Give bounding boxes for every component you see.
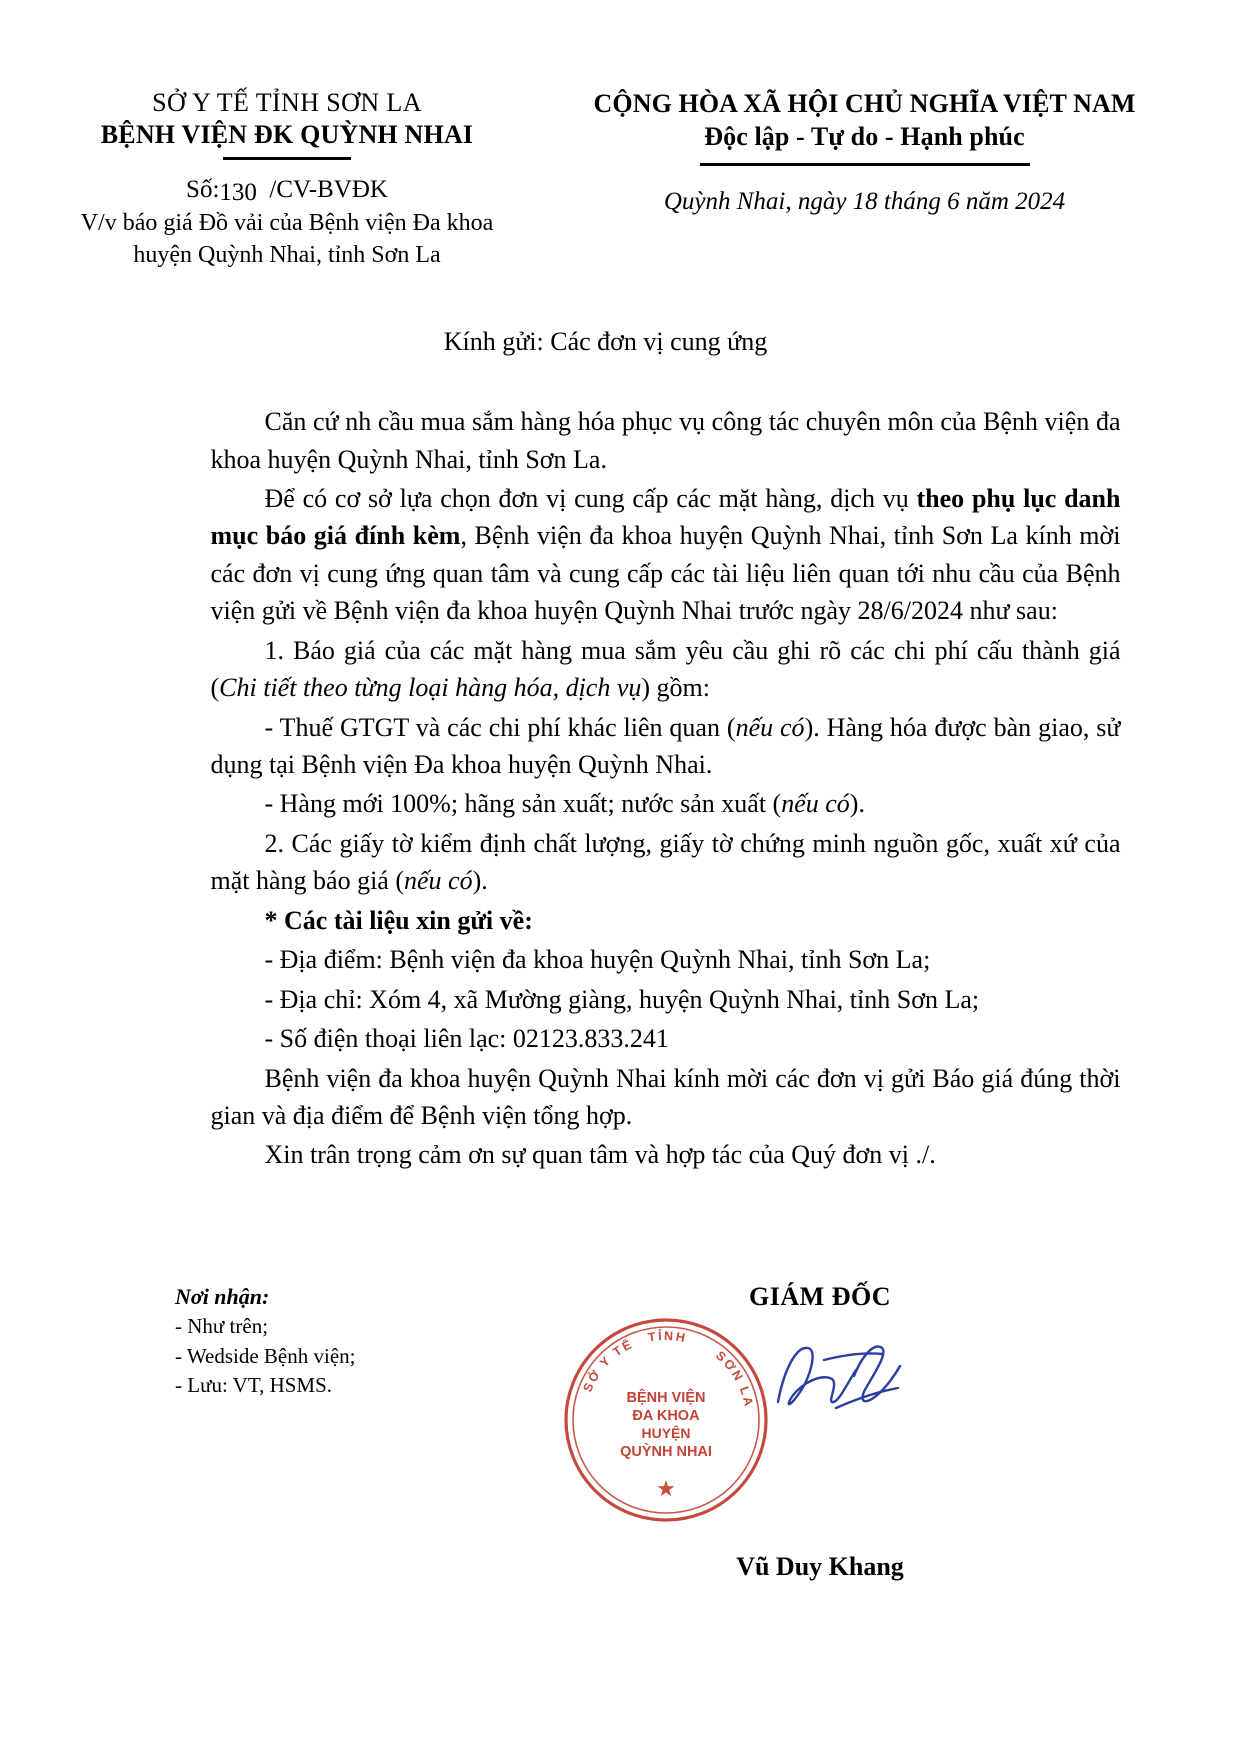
svg-text:SỞ Y TẾ: SỞ Y TẾ (580, 1336, 636, 1395)
paragraph-closing-invite: Bệnh viện đa khoa huyện Quỳnh Nhai kính mời các đơn vị gửi Báo giá đúng thời gian và địa điểm để Bệnh viện tổng hợp. (210, 1063, 1121, 1130)
paragraph-phone: - Số điện thoại liên lạc: 02123.833.241 (264, 1024, 669, 1054)
svg-text:SƠN LA: SƠN LA (713, 1348, 757, 1410)
recipient-line: Kính gửi: Các đơn vị cung ứng (443, 327, 768, 357)
paragraph-tax-part2: ). Hàng hóa được bàn giao, sử dụng tại Bệnh viện Đa khoa huyện Quỳnh Nhai. (210, 712, 1121, 780)
paragraph-tax (211, 709, 1121, 784)
svg-text:ĐA KHOA: ĐA KHOA (632, 1408, 700, 1424)
paragraph-invitation (211, 480, 1121, 630)
paragraph-invitation-part1: Để có cơ sở lựa chọn đơn vị cung cấp các mặt hàng, dịch vụ (264, 483, 917, 513)
paragraph-item-2-part1: 2. Các giấy tờ kiểm định chất lượng, giấy tờ chứng minh nguồn gốc, xuất xứ của mặt hàng báo giá ( (210, 828, 1121, 896)
paragraph-item-2 (211, 825, 1121, 900)
svg-text:QUỲNH NHAI: QUỲNH NHAI (620, 1444, 712, 1460)
svg-text:★: ★ (656, 1477, 676, 1502)
subject-line-1: V/v báo giá Đồ vải của Bệnh viện Đa khoa (80, 209, 494, 236)
document-number-prefix: Số: (186, 176, 220, 204)
svg-text:BỆNH VIỆN: BỆNH VIỆN (626, 1390, 706, 1406)
signature-block (640, 1282, 1000, 1312)
paragraph-item-1-part1: 1. Báo giá của các mặt hàng mua sắm yêu cầu ghi rõ các chi phí cấu thành giá ( (210, 635, 1121, 703)
national-heading-block (522, 88, 1241, 271)
recipient-item: - Wedside Bệnh viện; (175, 1343, 356, 1368)
document-body (121, 403, 1121, 1174)
paragraph-send-to-heading (211, 902, 1121, 939)
header-divider-right (700, 163, 1030, 166)
national-title: CỘNG HÒA XÃ HỘI CHỦ NGHĨA VIỆT NAM (593, 89, 1136, 118)
recipient-item: - Như trên; (175, 1313, 269, 1338)
paragraph-item-2-italic: nếu có (404, 866, 473, 896)
paragraph-invitation-bold: theo phụ lục danh mục báo giá đính kèm (210, 483, 1121, 551)
paragraph-new-goods-part2: ). (849, 789, 865, 819)
signer-name: Vũ Duy Khang (736, 1552, 904, 1581)
document-number-value: 130 (219, 179, 257, 207)
document-header (0, 0, 1241, 271)
paragraph-item-1-part2: ) gồm: (641, 673, 710, 703)
handwritten-signature (770, 1330, 910, 1440)
paragraph-new-goods-part1: - Hàng mới 100%; hãng sản xuất; nước sản xuất ( (264, 789, 782, 819)
paragraph-item-2-part2: ). (472, 866, 488, 896)
paragraph-location: - Địa điểm: Bệnh viện đa khoa huyện Quỳnh Nhai, tỉnh Sơn La; (264, 945, 931, 975)
department-name: SỞ Y TẾ TỈNH SƠN LA (152, 88, 422, 117)
place-and-date: Quỳnh Nhai, ngày 18 tháng 6 năm 2024 (663, 188, 1066, 216)
document-number-line (52, 174, 522, 205)
organization-name: BỆNH VIỆN ĐK QUỲNH NHAI (100, 119, 474, 149)
paragraph-item-1-italic: Chi tiết theo từng loại hàng hóa, dịch vụ (219, 673, 642, 703)
document-number-suffix: /CV-BVĐK (269, 176, 388, 204)
paragraph-new-goods-italic: nếu có (781, 789, 850, 819)
national-motto: Độc lập - Tự do - Hạnh phúc (704, 122, 1025, 152)
subject-line-2: huyện Quỳnh Nhai, tỉnh Sơn La (133, 242, 441, 269)
paragraph-basis: Căn cứ nh cầu mua sắm hàng hóa phục vụ công tác chuyên môn của Bệnh viện đa khoa huyện Quỳnh Nhai, tỉnh Sơn La. (210, 407, 1121, 474)
signer-role: GIÁM ĐỐC (749, 1282, 891, 1311)
recipients-block (175, 1282, 355, 1401)
svg-text:HUYỆN: HUYỆN (641, 1425, 691, 1441)
paragraph-tax-part1: - Thuế GTGT và các chi phí khác liên quan ( (264, 712, 736, 742)
recipient-item: - Lưu: VT, HSMS. (175, 1373, 333, 1398)
paragraph-invitation-part2: , Bệnh viện đa khoa huyện Quỳnh Nhai, tỉnh Sơn La kính mời các đơn vị cung ứng quan tâm và cung cấp các tài liệu liên quan tới nhu cầu của Bệnh viện gửi về Bệnh viện đa khoa huyện Quỳnh Nhai trước ngày 28/6/2024 như sau: (210, 521, 1121, 626)
paragraph-tax-italic: nếu có (735, 712, 805, 742)
paragraph-new-goods (211, 785, 1121, 822)
send-to-heading-text: * Các tài liệu xin gửi về: (264, 905, 533, 935)
svg-text:TỈNH: TỈNH (646, 1328, 689, 1346)
official-seal-stamp (560, 1314, 772, 1526)
paragraph-address: - Địa chỉ: Xóm 4, xã Mường giàng, huyện Quỳnh Nhai, tỉnh Sơn La; (264, 984, 980, 1014)
header-divider-left (223, 157, 351, 160)
paragraph-thanks: Xin trân trọng cảm ơn sự quan tâm và hợp tác của Quý đơn vị ./. (264, 1140, 936, 1170)
recipients-title: Nơi nhận: (175, 1284, 270, 1309)
paragraph-item-1 (211, 632, 1121, 707)
issuing-organization-block (52, 88, 522, 271)
